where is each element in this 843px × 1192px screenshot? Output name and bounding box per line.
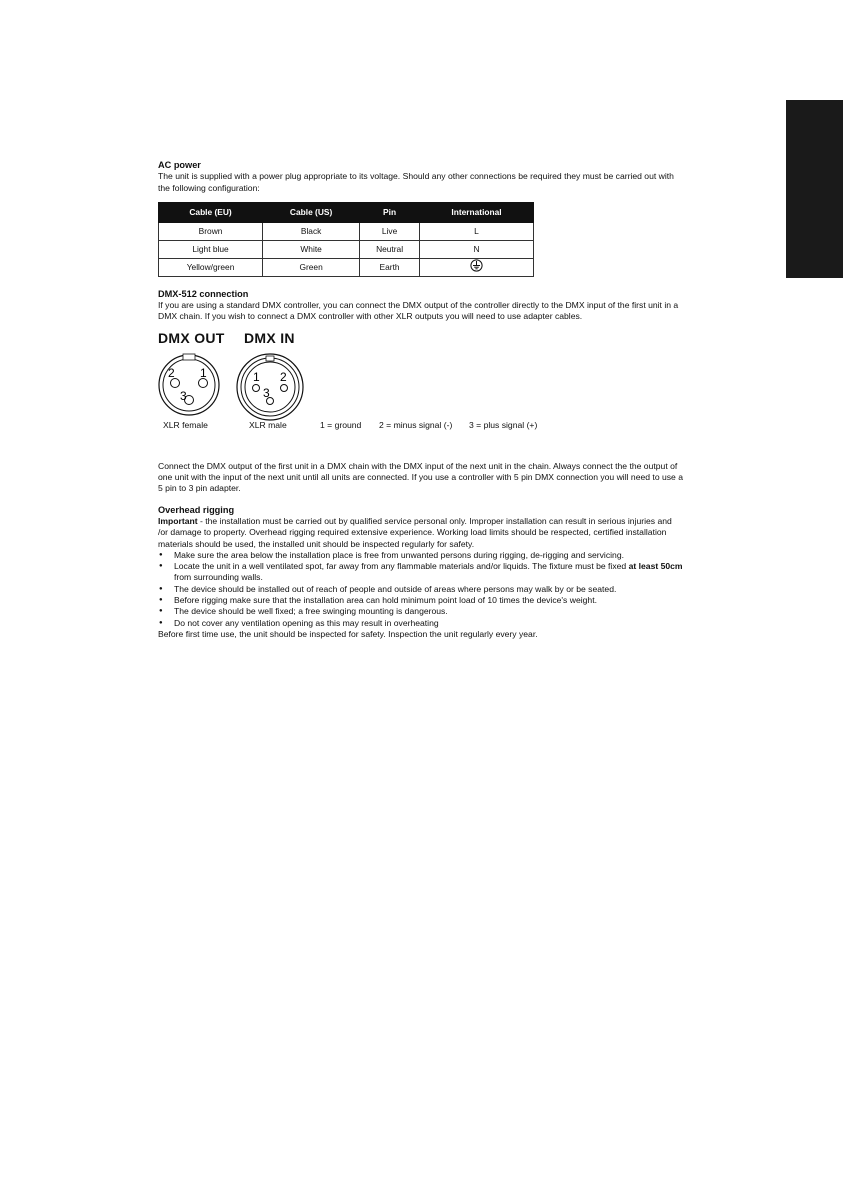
table-header-row [159,202,534,222]
header-cable-eu: Cable (EU) [159,202,263,222]
dmx-chain-text: Connect the DMX output of the first unit in a DMX chain with the DMX input of the next unit in the chain. Always connect the the output of one unit with the input of the next unit until all units are connected. If you use a controller with 5 pin DMX connection you will need to use a 5 pin to 3 pin adapter. [158,460,684,494]
pin-number: 1 [253,369,260,384]
language-tab-marker [786,100,843,278]
table-cell [420,258,534,276]
cable-table [158,202,534,277]
bullet-emphasis: at least 50cm [628,561,683,572]
important-body: - the installation must be carried out by qualified service personal only. Improper installation can result in serious injuries and /or damage to property. Overhead rigging required extensive experience. Working load limits should be respected, certified installation materials should be used, the installed unit should be inspected regularly for safety. [158,515,672,549]
rigging-list [158,550,683,629]
ac-power-text: The unit is supplied with a power plug appropriate to its voltage. Should any other connections be required they must be carried out with the following configuration: [158,171,674,193]
table-cell: L [420,222,534,240]
dmx-diagram [158,329,683,445]
table-cell: Live [360,222,420,240]
table-cell: Brown [159,222,263,240]
list-item: ● The device should be installed out of reach of people and outside of areas where persons may walk by or be seated. [158,584,683,595]
rigging-closing-text: Before first time use, the unit should be inspected for safety. Inspection the unit regularly every year. [158,628,538,639]
dmx-title: DMX-512 connection [158,288,249,299]
header-international: International [420,202,534,222]
list-item: ● Before rigging make sure that the installation area can hold minimum point load of 10 times the device's weight. [158,595,683,606]
xlr-male-connector-icon [234,353,306,421]
xlr-female-connector-icon [156,353,224,417]
table-cell: Yellow/green [159,258,263,276]
manual-page [158,160,683,640]
header-pin: Pin [360,202,420,222]
pin1-legend: 1 = ground [320,419,362,430]
header-cable-us: Cable (US) [263,202,360,222]
pin3-legend: 3 = plus signal (+) [469,419,538,430]
xlr-male-caption: XLR male [249,419,287,430]
list-item [158,561,683,584]
rigging-important-text [158,516,683,550]
table-cell: White [263,240,360,258]
list-item: ● Do not cover any ventilation opening as this may result in overheating [158,618,683,629]
table-cell: Neutral [360,240,420,258]
table-cell: N [420,240,534,258]
pin-number: 3 [263,385,270,400]
list-item: ● The device should be well fixed; a free swinging mounting is dangerous. [158,606,683,617]
table-row [159,258,534,276]
xlr-female-caption: XLR female [163,419,208,430]
rigging-title: Overhead rigging [158,504,235,515]
dmx-text: If you are using a standard DMX controller, you can connect the DMX output of the controller directly to the DMX input of the first unit in a DMX chain. If you wish to connect a DMX controller with other XLR outputs you will need to use adapter cables. [158,300,679,322]
pin2-legend: 2 = minus signal (-) [379,419,453,430]
table-cell: Green [263,258,360,276]
dmx-in-label: DMX IN [244,329,295,346]
important-label: Important [158,515,198,526]
dmx-out-label: DMX OUT [158,329,225,346]
table-cell: Earth [360,258,420,276]
table-row [159,240,534,258]
pin-number: 2 [168,365,175,380]
table-cell: Black [263,222,360,240]
pin-number: 3 [180,388,187,403]
bullet-text: from surrounding walls. [174,572,263,583]
ac-power-title: AC power [158,160,201,170]
table-cell: Light blue [159,240,263,258]
bullet-text: Locate the unit in a well ventilated spot, far away from any flammable materials and/or liquids. The fixture must be fixed [174,561,629,572]
table-row [159,222,534,240]
pin-number: 2 [280,369,287,384]
pin-number: 1 [200,365,207,380]
list-item: ● Make sure the area below the installation place is free from unwanted persons during rigging, de-rigging and servicing. [158,550,683,561]
earth-ground-icon [470,259,483,275]
